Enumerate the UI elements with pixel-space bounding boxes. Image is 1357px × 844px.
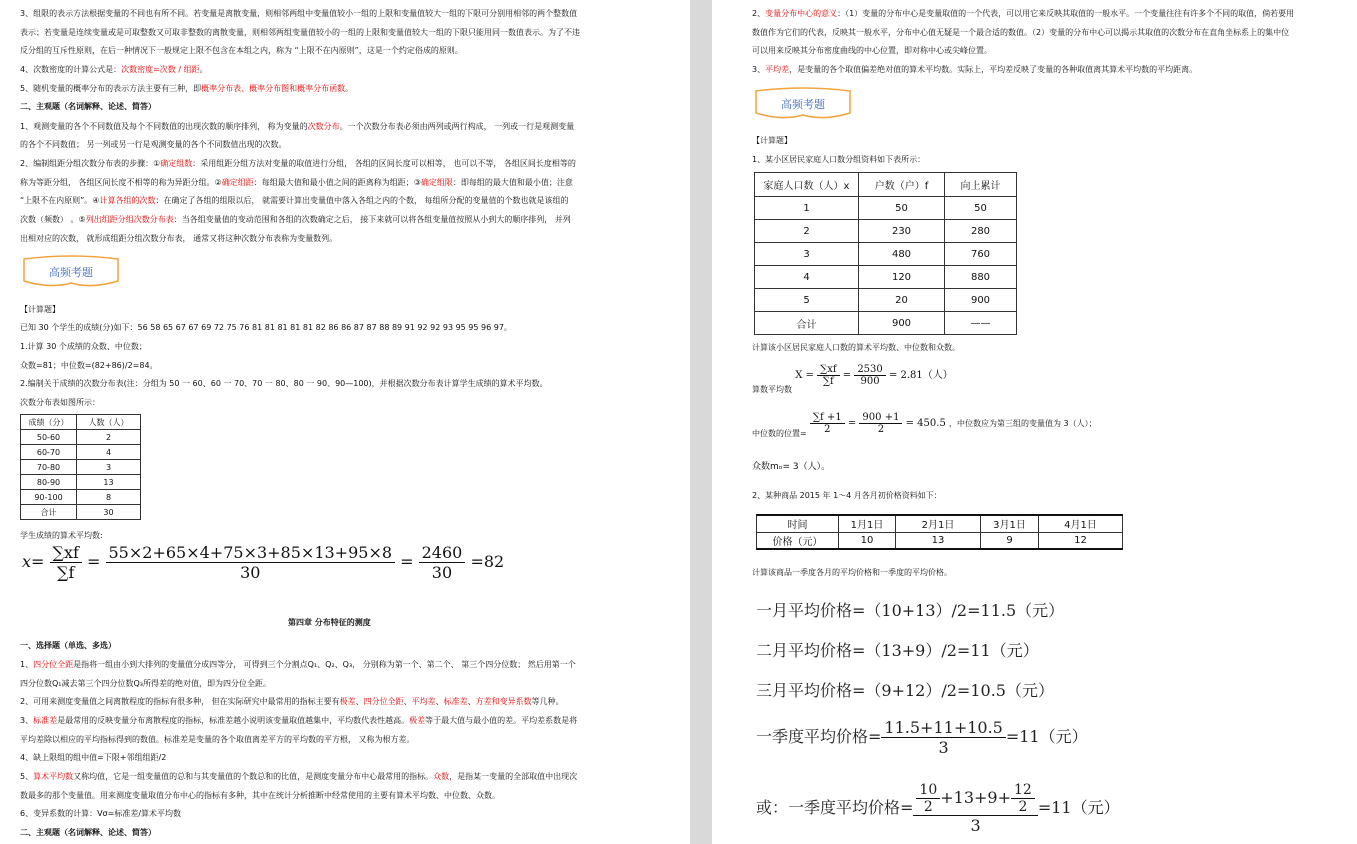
table-cell: 10	[839, 532, 896, 549]
paragraph-line	[20, 83, 353, 94]
highlight-text: 四分位全距	[33, 660, 74, 669]
answer-line: 二月平均价格=（13+9）/2=11（元）	[756, 641, 1039, 660]
table-row	[755, 243, 1017, 266]
table-cell: 30	[77, 505, 141, 520]
denominator: 2	[824, 424, 831, 435]
table-row	[755, 266, 1017, 289]
highlight-text: 平均差	[411, 697, 436, 706]
question-text: 1.计算 30 个成绩的众数、中位数；	[20, 342, 147, 351]
table-cell: 8	[77, 490, 141, 505]
table-cell: 价格（元）	[757, 532, 839, 549]
question-text: 1、某小区居民家庭人口数分组资料如下表所示：	[752, 155, 926, 164]
answer-line: 三月平均价格=（9+12）/2=10.5（元）	[756, 681, 1054, 700]
table-cell: 70-80	[21, 460, 77, 475]
table-row	[755, 289, 1017, 312]
paragraph-line	[20, 214, 571, 225]
text: 5、随机变量的概率分布的表示方法主要有三种，即	[20, 84, 202, 93]
highlight-text: 众数	[433, 772, 450, 781]
text: 次数（频数） 。⑤	[20, 215, 86, 224]
fraction	[419, 543, 466, 582]
table-cell: 13	[896, 532, 981, 549]
fraction	[854, 364, 885, 387]
formula-result: =11（元）	[1037, 798, 1120, 817]
highlight-text: 概率分布表、概率分布图和概率分布函数	[201, 84, 346, 93]
numerator: 900 +1	[859, 412, 902, 424]
table-row	[21, 445, 141, 460]
fraction	[913, 782, 1037, 835]
formula-prefix: 算数平均数	[752, 385, 792, 394]
table-row	[21, 475, 141, 490]
denominator: 3	[938, 738, 949, 757]
highlight-text: 次数密度=次数 / 组距	[121, 65, 200, 74]
table-cell: 1	[755, 197, 859, 220]
table-header-cell: 人数（人）	[77, 415, 141, 430]
formula-result: =11（元）	[1005, 727, 1088, 746]
highlight-text: 计算各组的次数	[99, 196, 156, 205]
denominator: 2	[923, 799, 933, 815]
table-caption: 次数分布表如图所示：	[20, 398, 100, 407]
equals-sign: =	[842, 370, 852, 381]
fraction	[1011, 782, 1035, 815]
fraction	[50, 543, 82, 582]
paragraph-line	[752, 64, 1197, 75]
text: 。一个次数分布表必须由两列或两行构成， 一列或一行是观测变量	[339, 122, 575, 131]
formula-result: = 2.81（人）	[888, 370, 953, 381]
table-header-cell: 2月1日	[896, 515, 981, 532]
denominator: 30	[240, 563, 261, 582]
calc-tag: 【计算题】	[752, 136, 792, 145]
highlight-text: 平均差	[765, 65, 790, 74]
paragraph-line	[20, 659, 576, 670]
fraction	[106, 543, 396, 582]
table-header-row	[21, 415, 141, 430]
highlight-text: 四分位全距	[363, 697, 404, 706]
quarter-average-alt-formula	[756, 782, 1120, 835]
paragraph-line: 4、缺上限组的组中值=下限+邻组组距/2	[20, 753, 167, 762]
table-cell: 230	[859, 220, 945, 243]
highlight-text: 确定组距	[221, 178, 254, 187]
text: 等几种。	[531, 697, 564, 706]
text: 。	[345, 84, 354, 93]
text: 是指将一组由小到大排列的变量值分成四等分， 可得到三个分割点Q₁、Q₂、Q₃， 分别称为第一个、第二个、 第三个四分位数； 然后用第一个	[73, 660, 576, 669]
table-header-cell: 3月1日	[981, 515, 1039, 532]
paragraph-line: 可以用来反映其分布密度曲线的中心位置，即对称中心或尖峰位置。	[752, 46, 992, 55]
text: ：（1）变量的分布中心是变量取值的一个代表，可以用它来反映其取值的一般水平。一个变量往往有许多个不同的取值，倘若要用	[837, 9, 1295, 18]
table-cell: 280	[945, 220, 1017, 243]
highlight-text: 方差和变异系数	[475, 697, 532, 706]
question-text: 计算该商品一季度各月的平均价格和一季度的平均价格。	[752, 568, 952, 577]
equals-sign: =	[400, 552, 414, 571]
table-header-cell: 时间	[757, 515, 839, 532]
paragraph-line: 3、组限的表示方法根据变量的不同也有所不同。若变量是离散变量，则相邻两组中变量值较小一组的上限和变量值较大一组的下限可分别用相邻的两个整数值	[20, 9, 578, 18]
table-cell: 80-90	[21, 475, 77, 490]
mean-formula	[752, 364, 953, 395]
paragraph-line: 的各个不同数值； 另一列或另一行是观测变量的各个不同数值出现的次数。	[20, 140, 287, 149]
table-cell: 900	[859, 312, 945, 335]
equals-sign: =	[87, 552, 101, 571]
numerator: 12	[1011, 782, 1035, 799]
numerator: 55×2+65×4+75×3+85×13+95×8	[106, 543, 396, 563]
table-cell: 90-100	[21, 490, 77, 505]
text: 又称均值，它是一组变量值的总和与其变量值的个数总和的比值，是测度变量分布中心最常用的指标。	[73, 772, 434, 781]
table-row	[755, 197, 1017, 220]
price-table	[756, 514, 1123, 550]
numerator: ∑xf	[50, 543, 82, 563]
highlight-text: 标准差	[33, 716, 58, 725]
text: 3、	[20, 716, 34, 725]
denominator: 30	[431, 563, 453, 582]
denominator: 2	[877, 424, 885, 435]
denominator: ∑f	[822, 376, 834, 387]
text: “上限不在内原则”。④	[20, 196, 100, 205]
paragraph-line: 数值作为它们的代表，反映其一般水平，分布中心值无疑是一个最合适的数值。（2）变量的分布中心可以揭示其取值的次数分布在直角坐标系上的集中位	[752, 28, 1290, 37]
table-cell: 合计	[755, 312, 859, 335]
formula-middle: +13+9+	[940, 788, 1012, 807]
mean-formula	[22, 543, 504, 582]
paragraph-line: 学生成绩的算术平均数:	[20, 531, 103, 540]
question-text: 已知 30 个学生的成绩(分)如下：56 58 65 67 67 69 72 75 76 81 81 81 81 81 82 86 86 87 87 88 89 91 92 92 93 95 95 96 97。	[20, 323, 512, 332]
question-text: 计算该小区居民家庭人口数的算术平均数、中位数和众数。	[752, 343, 960, 352]
text: 称为等距分组， 各组区间长度不相等的称为异距分组。②	[20, 178, 222, 187]
table-row	[21, 505, 141, 520]
paragraph-line	[20, 64, 208, 75]
table-header-cell: 户数（户）f	[859, 173, 945, 197]
paragraph-line: 2、可用来测度变量值之间离散程度的指标有很多种， 但在实际研究中最常用的指标主要有极差、四分位全距、平均差、标准差、方差和变异系数等几种。	[20, 697, 564, 706]
paragraph-line	[20, 771, 577, 782]
paragraph-line: 出相对应的次数， 就形成组距分组次数分布表， 通常又将这种次数分布表称为变量数列。	[20, 234, 338, 243]
denominator: 2	[1018, 799, 1028, 815]
calc-tag: 【计算题】	[20, 305, 60, 314]
table-cell: 4	[77, 445, 141, 460]
equals-sign: =	[847, 418, 857, 429]
text: ：每组最大值和最小值之间的距离称为组距；③	[253, 178, 421, 187]
highlight-text: 次数分布	[307, 122, 340, 131]
fraction	[810, 412, 845, 435]
highlight-text: 极差	[409, 716, 426, 725]
paragraph-line: 数最多的那个变量值。用来测度变量取值分布中心的指标有多种，其中在统计分析推断中经常使用的主要有算术平均数、中位数、众数。	[20, 791, 500, 800]
highlight-text: 列出组距分组次数分布表	[85, 215, 174, 224]
highlight-text: 确定组限	[420, 178, 453, 187]
fraction	[859, 412, 902, 435]
numerator: ∑xf	[817, 364, 839, 376]
table-cell: 50	[859, 197, 945, 220]
paragraph-line: 表示；若变量是连续变量或是可取整数又可取非整数的离散变量，则相邻两组变量值较小的一组的上限和变量值较大一组的下限只能用同一数值表示。为了不违	[20, 28, 580, 37]
banner-label: 高频考题	[781, 98, 825, 111]
text: 等于最大值与最小值的差。平均差系数是将	[425, 716, 578, 725]
denominator: 3	[970, 816, 981, 835]
paragraph-line: 反分组的互斥性原则，在后一种情况下一般规定上限不包含在本组之内，称为 “上限不在内原则”，这是一个约定俗成的原则。	[20, 46, 463, 55]
formula-lhs: X =	[795, 370, 814, 381]
text: 2、可用来测度变量值之间离散程度的指标有很多种， 但在实际研究中最常用的指标主要有	[20, 697, 340, 706]
table-cell: ——	[945, 312, 1017, 335]
text: ，是变量的各个取值偏差绝对值的算术平均数。实际上，平均差反映了变量的各种取值离其算术平均数的平均距离。	[789, 65, 1198, 74]
high-frequency-banner	[754, 87, 852, 121]
numerator: 2460	[419, 543, 466, 563]
section-heading: 二、主观题（名词解释、论述、简答）	[20, 102, 156, 111]
paragraph-line	[752, 8, 1294, 19]
denominator: 900	[860, 376, 880, 387]
paragraph-line: 四分位数Q₁减去第三个四分位数Q₃所得差的绝对值，即为四分位全距。	[20, 679, 272, 688]
chapter-title: 第四章 分布特征的测度	[288, 618, 371, 627]
median-formula	[752, 412, 1097, 439]
household-table	[754, 172, 1017, 335]
table-header-cell: 家庭人口数（人）x	[755, 173, 859, 197]
table-header-row	[755, 173, 1017, 197]
page-gutter	[690, 0, 712, 844]
text: ：采用组距分组方法对变量的取值进行分组， 各组的区间长度可以相等， 也可以不等， 各组区间长度相等的	[192, 159, 576, 168]
table-row	[757, 532, 1123, 549]
table-cell: 2	[755, 220, 859, 243]
banner-label: 高频考题	[49, 266, 93, 279]
table-cell: 3	[755, 243, 859, 266]
text: ：在确定了各组的组限以后， 就需要计算出变量值中落入各组之内的个数， 每组所分配的变量值的个数也就是该组的	[155, 196, 569, 205]
mode-result: 众数mₒ= 3（人）。	[752, 462, 831, 472]
highlight-text: 确定组数	[160, 159, 193, 168]
highlight-text: 算术平均数	[33, 772, 74, 781]
text: 1、	[20, 660, 34, 669]
numerator	[913, 782, 1037, 816]
section-heading: 二、主观题（名词解释、论述、简答）	[20, 828, 156, 837]
text: ，是指某一变量的全部取值中出现次	[449, 772, 578, 781]
fraction	[817, 364, 839, 387]
paragraph-line: 6、变异系数的计算：Vσ=标准差/算术平均数	[20, 809, 182, 818]
table-cell: 900	[945, 289, 1017, 312]
formula-result: =82	[470, 552, 505, 571]
table-cell: 880	[945, 266, 1017, 289]
table-cell: 3	[77, 460, 141, 475]
text: 2、编制组距分组次数分布表的步骤：①	[20, 159, 161, 168]
table-cell: 480	[859, 243, 945, 266]
denominator: ∑f	[57, 563, 75, 582]
text: 4、次数密度的计算公式是：	[20, 65, 122, 74]
table-header-cell: 4月1日	[1039, 515, 1123, 532]
table-header-cell: 向上累计	[945, 173, 1017, 197]
formula-prefix: 中位数的位置=	[752, 429, 807, 438]
table-header-cell: 1月1日	[839, 515, 896, 532]
text: 是最常用的反映变量分布离散程度的指标，标准差越小说明该变量取值越集中，平均数代表性越高。	[57, 716, 410, 725]
formula-result: = 450.5	[905, 418, 946, 429]
highlight-text: 变量分布中心的意义	[765, 9, 838, 18]
quarter-average-formula	[756, 718, 1088, 757]
formula-label: 一季度平均价格=	[756, 727, 882, 746]
table-cell: 50	[945, 197, 1017, 220]
table-cell: 60-70	[21, 445, 77, 460]
table-cell: 4	[755, 266, 859, 289]
text: 2、	[752, 9, 766, 18]
text: 3、	[752, 65, 766, 74]
table-row	[755, 312, 1017, 335]
text: 1、观测变量的各个不同数值及每个不同数值的出现次数的顺序排列， 称为变量的	[20, 122, 308, 131]
formula-label: 或：一季度平均价格=	[756, 798, 914, 817]
answer-text: 众数=81；中位数=(82+86)/2=84。	[20, 361, 158, 370]
question-text: 2.编制关于成绩的次数分布表(注：分组为 50 一 60、60 一 70、70 一 80、80 一 90、90—100)，并根据次数分布表计算学生成绩的算术平均数。	[20, 379, 548, 388]
table-cell: 5	[755, 289, 859, 312]
table-row	[21, 490, 141, 505]
table-cell: 9	[981, 532, 1039, 549]
formula-lhs: x=	[22, 552, 45, 571]
table-cell: 13	[77, 475, 141, 490]
answer-line: 一月平均价格=（10+13）/2=11.5（元）	[756, 601, 1065, 620]
highlight-text: 极差	[339, 697, 356, 706]
text: 5、	[20, 772, 34, 781]
highlight-text: 标准差	[443, 697, 468, 706]
table-header-cell: 成绩（分）	[21, 415, 77, 430]
table-cell: 760	[945, 243, 1017, 266]
table-row	[21, 460, 141, 475]
text: 。	[199, 65, 208, 74]
paragraph-line: 平均差除以相应的平均指标得到的数值。标准差是变量的各个取值离差平方的平均数的平方根， 又称为根方差。	[20, 735, 415, 744]
document-page-right	[712, 0, 1357, 844]
paragraph-line	[20, 158, 576, 169]
section-heading: 一、选择题（单选、多选）	[20, 641, 116, 650]
table-cell: 120	[859, 266, 945, 289]
paragraph-line	[20, 715, 577, 726]
text: ：即每组的最大值和最小值；注意	[452, 178, 573, 187]
table-header-row	[757, 515, 1123, 532]
numerator: 11.5+11+10.5	[881, 718, 1005, 738]
table-cell: 12	[1039, 532, 1123, 549]
table-cell: 20	[859, 289, 945, 312]
numerator: 10	[916, 782, 940, 799]
score-frequency-table	[20, 414, 141, 520]
formula-note: ，中位数应为第三组的变量值为 3（人）；	[949, 419, 1097, 428]
numerator: 2530	[854, 364, 885, 376]
paragraph-line	[20, 121, 574, 132]
fraction	[881, 718, 1005, 757]
paragraph-line	[20, 195, 569, 206]
fraction	[916, 782, 940, 815]
table-row	[755, 220, 1017, 243]
numerator: ∑f +1	[810, 412, 845, 424]
paragraph-line	[20, 177, 573, 188]
text: ：当各组变量值的变动范围和各组的次数确定之后， 接下来就可以将各组变量值按照从小到大的顺序排列， 并列	[173, 215, 571, 224]
question-text: 2、某种商品 2015 年 1～4 月各月初价格资料如下：	[752, 491, 942, 500]
table-cell: 2	[77, 430, 141, 445]
high-frequency-banner	[22, 255, 120, 289]
table-cell: 50-60	[21, 430, 77, 445]
table-cell: 合计	[21, 505, 77, 520]
table-row	[21, 430, 141, 445]
